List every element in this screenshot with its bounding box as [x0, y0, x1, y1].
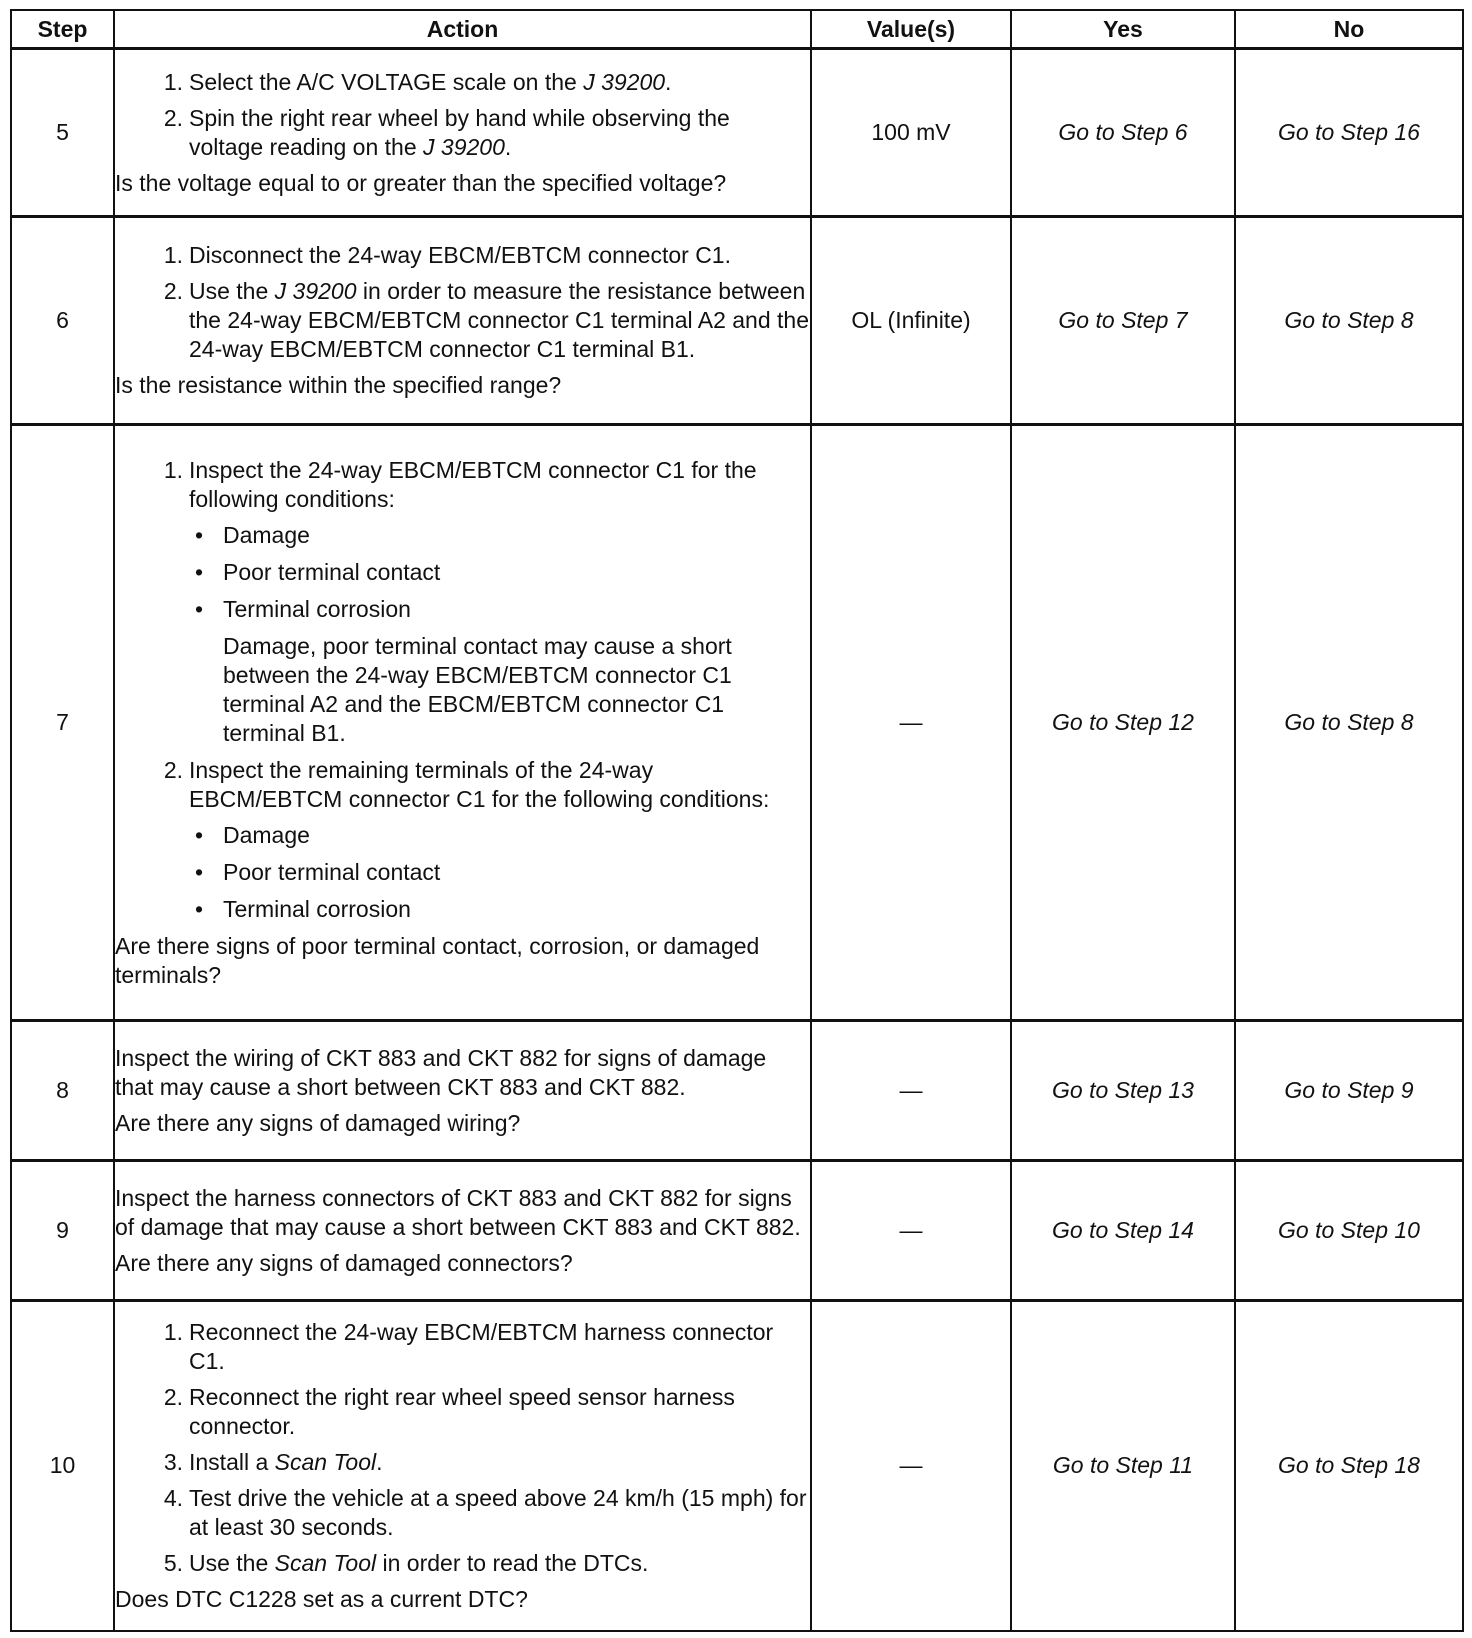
tool-name: J 39200 [423, 133, 505, 160]
bullet-icon: • [194, 521, 204, 548]
yes-cell: Go to Step 11 [1011, 1301, 1235, 1631]
item-number: 1. [163, 242, 183, 268]
action-text: Inspect the harness connectors of CKT 883 and CKT 882 for signs of damage that may cause a short between CKT 883 and CKT 882. [115, 1184, 801, 1240]
tool-name: J 39200 [583, 68, 666, 95]
value-cell: 100 mV [811, 49, 1011, 217]
item-number: 2. [163, 756, 183, 783]
step-number: 9 [11, 1161, 114, 1301]
bullet-item [115, 821, 810, 850]
item-number: 2. [163, 1383, 183, 1410]
table-row [11, 425, 1463, 1021]
tool-name: J 39200 [274, 278, 357, 304]
step-number: 8 [11, 1021, 114, 1161]
action-cell [114, 217, 811, 425]
numbered-item [115, 1484, 810, 1542]
item-number: 1. [163, 456, 183, 483]
table-row [11, 1161, 1463, 1301]
action-text: Inspect the wiring of CKT 883 and CKT 882 for signs of damage that may cause a short between CKT 883 and CKT 882. [115, 1044, 767, 1100]
tool-name: Scan Tool [274, 1549, 377, 1576]
item-number: 4. [163, 1484, 183, 1511]
no-cell: Go to Step 8 [1235, 425, 1463, 1021]
action-cell [114, 49, 811, 217]
value-cell: — [811, 1161, 1011, 1301]
action-cell [114, 1301, 811, 1631]
yes-cell: Go to Step 12 [1011, 425, 1235, 1021]
bullet-text: Damage [223, 821, 310, 848]
no-cell: Go to Step 8 [1235, 217, 1463, 425]
item-text: Test drive the vehicle at a speed above 24 km/h (15 mph) for at least 30 seconds. [189, 1484, 807, 1540]
bullet-text: Damage [223, 521, 310, 548]
bullet-text: Terminal corrosion [223, 595, 411, 622]
item-text: in order to read the DTCs. [382, 1549, 649, 1576]
numbered-item [115, 1549, 810, 1578]
bullet-item [115, 858, 810, 887]
numbered-item [115, 241, 810, 270]
header-values: Value(s) [811, 10, 1011, 49]
bullet-text: Poor terminal contact [223, 858, 441, 885]
question-text: Are there any signs of damaged connectors? [115, 1249, 573, 1276]
numbered-item [115, 456, 810, 514]
step-number: 10 [11, 1301, 114, 1631]
value-cell: — [811, 1301, 1011, 1631]
header-row [11, 10, 1463, 49]
numbered-item [115, 1448, 810, 1477]
bullet-item [115, 895, 810, 924]
item-end: . [504, 133, 512, 160]
header-step: Step [11, 10, 114, 49]
item-text: Inspect the 24-way EBCM/EBTCM connector C1 for the following conditions: [189, 456, 757, 512]
action-cell [114, 425, 811, 1021]
question-text: Are there any signs of damaged wiring? [115, 1109, 521, 1136]
no-cell: Go to Step 9 [1235, 1021, 1463, 1161]
table-row [11, 217, 1463, 425]
item-pre: Use the [189, 1549, 269, 1576]
diagnostic-table [10, 9, 1464, 1632]
bullet-icon: • [194, 595, 204, 622]
table-row [11, 1021, 1463, 1161]
yes-cell: Go to Step 14 [1011, 1161, 1235, 1301]
item-text: Reconnect the right rear wheel speed sensor harness connector. [189, 1383, 735, 1439]
no-cell: Go to Step 16 [1235, 49, 1463, 217]
item-number: 3. [163, 1448, 183, 1475]
bullet-icon: • [194, 858, 204, 885]
bullet-icon: • [194, 558, 204, 585]
numbered-item [115, 104, 810, 162]
item-text: Reconnect the 24-way EBCM/EBTCM harness connector C1. [189, 1318, 774, 1374]
bullet-text: Terminal corrosion [223, 895, 411, 922]
header-yes: Yes [1011, 10, 1235, 49]
no-cell: Go to Step 18 [1235, 1301, 1463, 1631]
step-number: 5 [11, 49, 114, 217]
item-number: 2. [163, 278, 183, 304]
action-cell [114, 1161, 811, 1301]
item-text: Spin the right rear wheel by hand while observing the voltage reading on the [189, 104, 730, 160]
table-row [11, 1301, 1463, 1631]
question-text: Are there signs of poor terminal contact, corrosion, or damaged terminals? [115, 932, 760, 988]
numbered-item [115, 1383, 810, 1441]
no-cell: Go to Step 10 [1235, 1161, 1463, 1301]
header-action: Action [114, 10, 811, 49]
numbered-item [115, 1318, 810, 1376]
item-text: Select the A/C VOLTAGE scale on the [189, 68, 577, 95]
item-pre: Use the [189, 278, 269, 304]
tool-name: Scan Tool [274, 1448, 377, 1475]
value-cell: — [811, 1021, 1011, 1161]
action-cell [114, 1021, 811, 1161]
step-number: 7 [11, 425, 114, 1021]
numbered-item [115, 68, 810, 97]
header-no: No [1235, 10, 1463, 49]
yes-cell: Go to Step 7 [1011, 217, 1235, 425]
value-cell: OL (Infinite) [811, 217, 1011, 425]
item-text: in order to measure the resistance between the 24-way EBCM/EBTCM connector C1 terminal A2 and the 24-way EBCM/EBTCM connector C1 terminal B1. [189, 278, 810, 362]
step-number: 6 [11, 217, 114, 425]
item-end: . [376, 1448, 383, 1475]
question-text: Does DTC C1228 set as a current DTC? [115, 1585, 528, 1612]
item-pre: Install a [189, 1448, 269, 1475]
yes-cell: Go to Step 6 [1011, 49, 1235, 217]
item-number: 1. [163, 68, 183, 95]
value-cell: — [811, 425, 1011, 1021]
numbered-item [115, 756, 810, 814]
yes-cell: Go to Step 13 [1011, 1021, 1235, 1161]
bullet-item [115, 558, 810, 587]
question-text: Is the resistance within the specified range? [115, 372, 562, 398]
item-number: 5. [163, 1549, 183, 1576]
question-text: Is the voltage equal to or greater than the specified voltage? [115, 169, 727, 196]
item-text: Disconnect the 24-way EBCM/EBTCM connector C1. [189, 242, 731, 268]
bullet-item [115, 595, 810, 624]
note-text: Damage, poor terminal contact may cause a short between the 24-way EBCM/EBTCM connector C1 terminal A2 and the EBCM/EBTCM connector C1 terminal B1. [223, 632, 732, 746]
item-number: 2. [163, 104, 183, 131]
bullet-text: Poor terminal contact [223, 558, 441, 585]
numbered-item [115, 277, 810, 364]
item-end: . [665, 68, 672, 95]
table-row [11, 49, 1463, 217]
item-text: Inspect the remaining terminals of the 24-way EBCM/EBTCM connector C1 for the following conditions: [189, 756, 770, 812]
item-number: 1. [163, 1318, 183, 1345]
bullet-icon: • [194, 821, 204, 848]
bullet-item [115, 521, 810, 550]
bullet-icon: • [194, 895, 204, 922]
